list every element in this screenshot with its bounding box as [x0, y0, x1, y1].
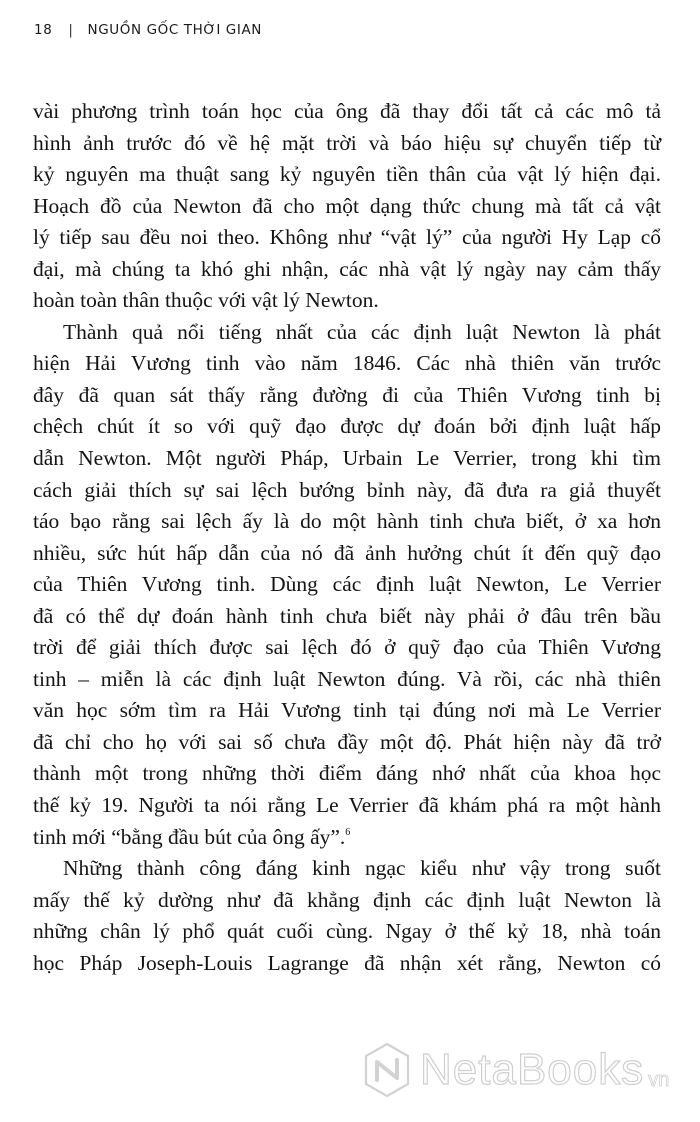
text-line: hình ảnh trước đó về hệ mặt trời và báo hiệu sự chuyển tiếp từ: [33, 130, 661, 155]
text-line: hoàn toàn thân thuộc với vật lý Newton.: [33, 288, 379, 313]
body-text: [33, 96, 661, 979]
paragraph-3: [33, 853, 661, 979]
page-number: 18: [34, 22, 53, 38]
watermark-suffix: vn: [648, 1069, 670, 1091]
text-line: tinh – miễn là các định luật Newton đúng. Và rồi, các nhà thiên: [33, 666, 661, 691]
footnote-ref[interactable]: 6: [345, 826, 351, 838]
watermark-brand: NetaBooks: [420, 1045, 645, 1094]
text-line: đã có thể dự đoán hành tinh chưa biết này phải ở đâu trên bầu: [33, 603, 661, 628]
text-line: nhiều, sức hút hấp dẫn của nó đã ảnh hưởng chút ít đến quỹ đạo: [33, 540, 661, 565]
text-line: Hoạch đồ của Newton đã cho một dạng thức chung mà tất cả vật: [33, 193, 661, 218]
text-line: trời để giải thích được sai lệch đó ở quỹ đạo của Thiên Vương: [33, 635, 661, 660]
text-line: học Pháp Joseph-Louis Lagrange đã nhận xét rằng, Newton có: [33, 950, 661, 975]
running-header: [34, 22, 262, 38]
text-line: đây đã quan sát thấy rằng đường đi của Thiên Vương tinh bị: [33, 382, 661, 407]
text-line: thế kỷ 19. Người ta nói rằng Le Verrier đã khám phá ra một hành: [33, 793, 661, 818]
text-line: cách giải thích sự sai lệch bướng bỉnh này, đã đưa ra giả thuyết: [33, 477, 661, 502]
text-line: kỷ nguyên ma thuật sang kỷ nguyên tiền thân của vật lý hiện đại.: [33, 162, 661, 187]
header-separator: |: [68, 22, 74, 38]
text-line: đại, mà chúng ta khó ghi nhận, các nhà vật lý ngày nay cảm thấy: [33, 256, 661, 281]
text-line: táo bạo rằng sai lệch ấy là do một hành tinh chưa biết, ở xa hơn: [33, 509, 661, 534]
text-line: đã chỉ cho họ với sai số chưa đầy một độ. Phát hiện này đã trở: [33, 729, 661, 754]
text-line: lý tiếp sau đều noi theo. Không như “vật lý” của người Hy Lạp cổ: [33, 225, 661, 250]
hexagon-n-logo-icon: [362, 1042, 412, 1098]
text-line: dẫn Newton. Một người Pháp, Urbain Le Verrier, trong khi tìm: [33, 446, 661, 471]
text-line-with-footnote: [33, 822, 661, 854]
text-line: Thành quả nổi tiếng nhất của các định luật Newton là phát: [63, 319, 661, 344]
book-title: NGUỒN GỐC THỜI GIAN: [87, 22, 262, 38]
paragraph-2: [33, 317, 661, 853]
paragraph-1: [33, 96, 661, 317]
text-line: mấy thế kỷ dường như đã khẳng định các định luật Newton là: [33, 887, 661, 912]
text-line: Những thành công đáng kinh ngạc kiểu như vậy trong suốt: [63, 856, 661, 881]
text-line: tinh mới “bằng đầu bút của ông ấy”.: [33, 824, 346, 849]
text-line: hiện Hải Vương tinh vào năm 1846. Các nhà thiên văn trước: [33, 351, 661, 376]
text-line: chệch chút ít so với quỹ đạo được dự đoán bởi định luật hấp: [33, 414, 661, 439]
text-line: thành một trong những thời điểm đáng nhớ nhất của khoa học: [33, 761, 661, 786]
text-line: vài phương trình toán học của ông đã thay đổi tất cả các mô tả: [33, 99, 661, 123]
text-line: của Thiên Vương tinh. Dùng các định luật Newton, Le Verrier: [33, 572, 661, 597]
text-line: những chân lý phổ quát cuối cùng. Ngay ở thế kỷ 18, nhà toán: [33, 919, 661, 944]
watermark: [362, 1042, 669, 1098]
text-line: văn học sớm tìm ra Hải Vương tinh tại đúng nơi mà Le Verrier: [33, 698, 661, 723]
